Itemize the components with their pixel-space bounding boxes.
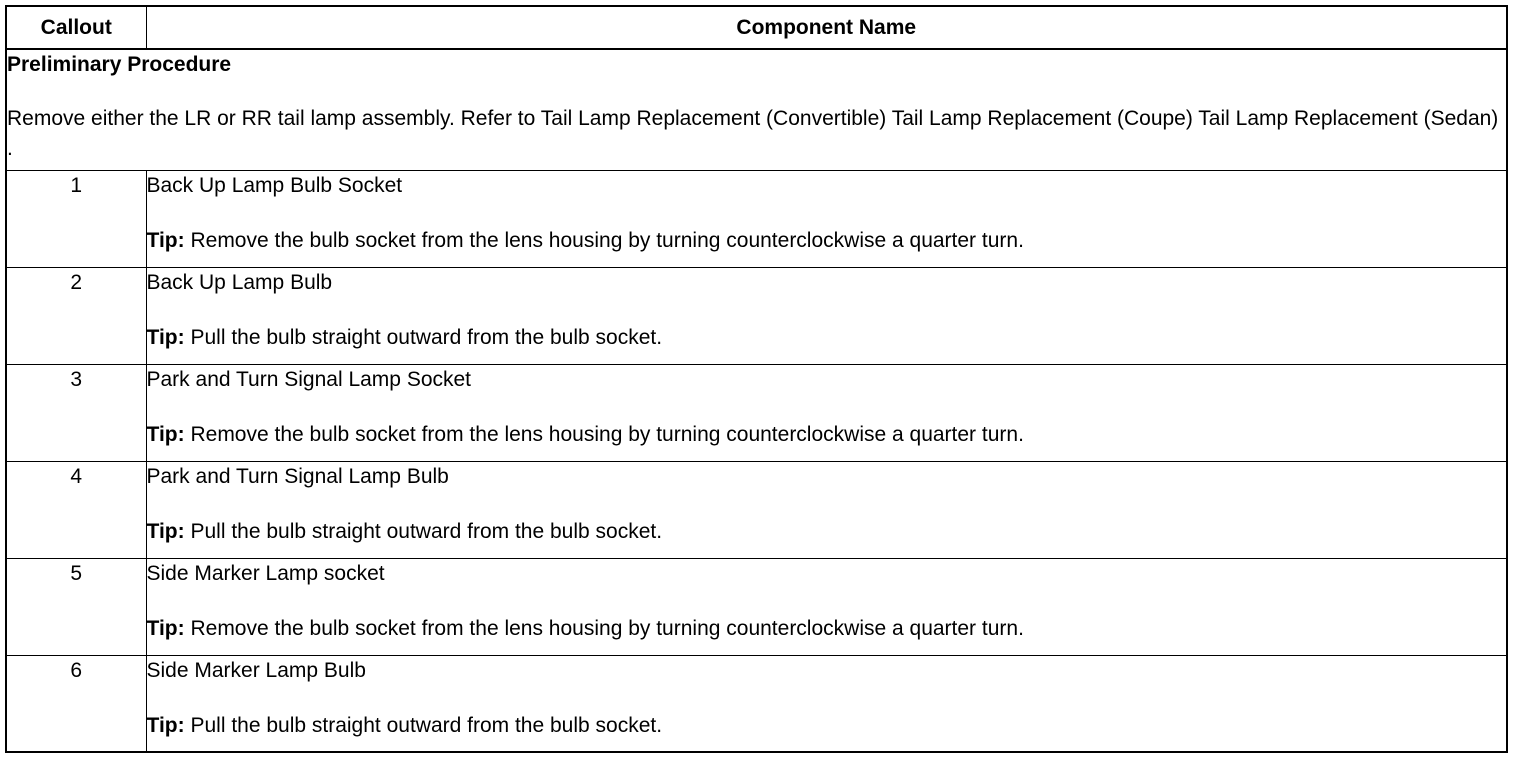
tip-text: Remove the bulb socket from the lens housing by turning counterclockwise a quarter turn.	[190, 616, 1024, 640]
callout-number: 6	[6, 655, 146, 752]
preliminary-text: Remove either the LR or RR tail lamp assembly. Refer to Tail Lamp Replacement (Convertible) Tail Lamp Replacement (Coupe) Tail Lamp Replacement (Sedan) .	[7, 107, 1499, 160]
tip-label: Tip	[146, 616, 178, 640]
tip-line: Tip: Remove the bulb socket from the lens housing by turning counterclockwise a quarter turn.	[146, 616, 1024, 640]
table-row	[6, 364, 1507, 461]
tip-text: Remove the bulb socket from the lens housing by turning counterclockwise a quarter turn.	[190, 228, 1024, 252]
component-cell	[146, 267, 1507, 364]
header-callout: Callout	[6, 6, 146, 49]
tip-line: Tip: Pull the bulb straight outward from the bulb socket.	[146, 519, 663, 543]
table-row	[6, 655, 1507, 752]
tip-label: Tip	[146, 325, 178, 349]
tip-text: Pull the bulb straight outward from the bulb socket.	[190, 713, 663, 737]
tip-line: Tip: Remove the bulb socket from the lens housing by turning counterclockwise a quarter turn.	[146, 422, 1024, 446]
tip-label: Tip	[146, 519, 178, 543]
component-cell	[146, 461, 1507, 558]
callout-number: 5	[6, 558, 146, 655]
preliminary-cell	[6, 49, 1507, 170]
table-row	[6, 267, 1507, 364]
component-name: Park and Turn Signal Lamp Socket	[146, 367, 472, 391]
tip-label: Tip	[146, 422, 178, 446]
callout-table	[5, 5, 1508, 753]
component-name: Side Marker Lamp Bulb	[146, 658, 366, 682]
callout-number: 3	[6, 364, 146, 461]
tip-text: Remove the bulb socket from the lens housing by turning counterclockwise a quarter turn.	[190, 422, 1024, 446]
component-name: Side Marker Lamp socket	[146, 561, 385, 585]
component-cell	[146, 558, 1507, 655]
header-row	[6, 6, 1507, 49]
preliminary-row	[6, 49, 1507, 170]
tip-label: Tip	[146, 228, 178, 252]
tip-line: Tip: Remove the bulb socket from the lens housing by turning counterclockwise a quarter turn.	[146, 228, 1024, 252]
table-row	[6, 461, 1507, 558]
component-name: Back Up Lamp Bulb	[146, 270, 333, 294]
tip-line: Tip: Pull the bulb straight outward from the bulb socket.	[146, 325, 663, 349]
callout-number: 1	[6, 170, 146, 267]
callout-number: 4	[6, 461, 146, 558]
component-cell	[146, 364, 1507, 461]
component-name: Back Up Lamp Bulb Socket	[146, 173, 403, 197]
component-name: Park and Turn Signal Lamp Bulb	[146, 464, 449, 488]
table-row	[6, 170, 1507, 267]
tip-line: Tip: Pull the bulb straight outward from the bulb socket.	[146, 713, 663, 737]
table-row	[6, 558, 1507, 655]
callout-number: 2	[6, 267, 146, 364]
tip-text: Pull the bulb straight outward from the bulb socket.	[190, 325, 663, 349]
tip-text: Pull the bulb straight outward from the bulb socket.	[190, 519, 663, 543]
component-cell	[146, 655, 1507, 752]
preliminary-title: Preliminary Procedure	[7, 53, 232, 76]
tip-label: Tip	[146, 713, 178, 737]
component-cell	[146, 170, 1507, 267]
header-component-name: Component Name	[146, 6, 1507, 49]
